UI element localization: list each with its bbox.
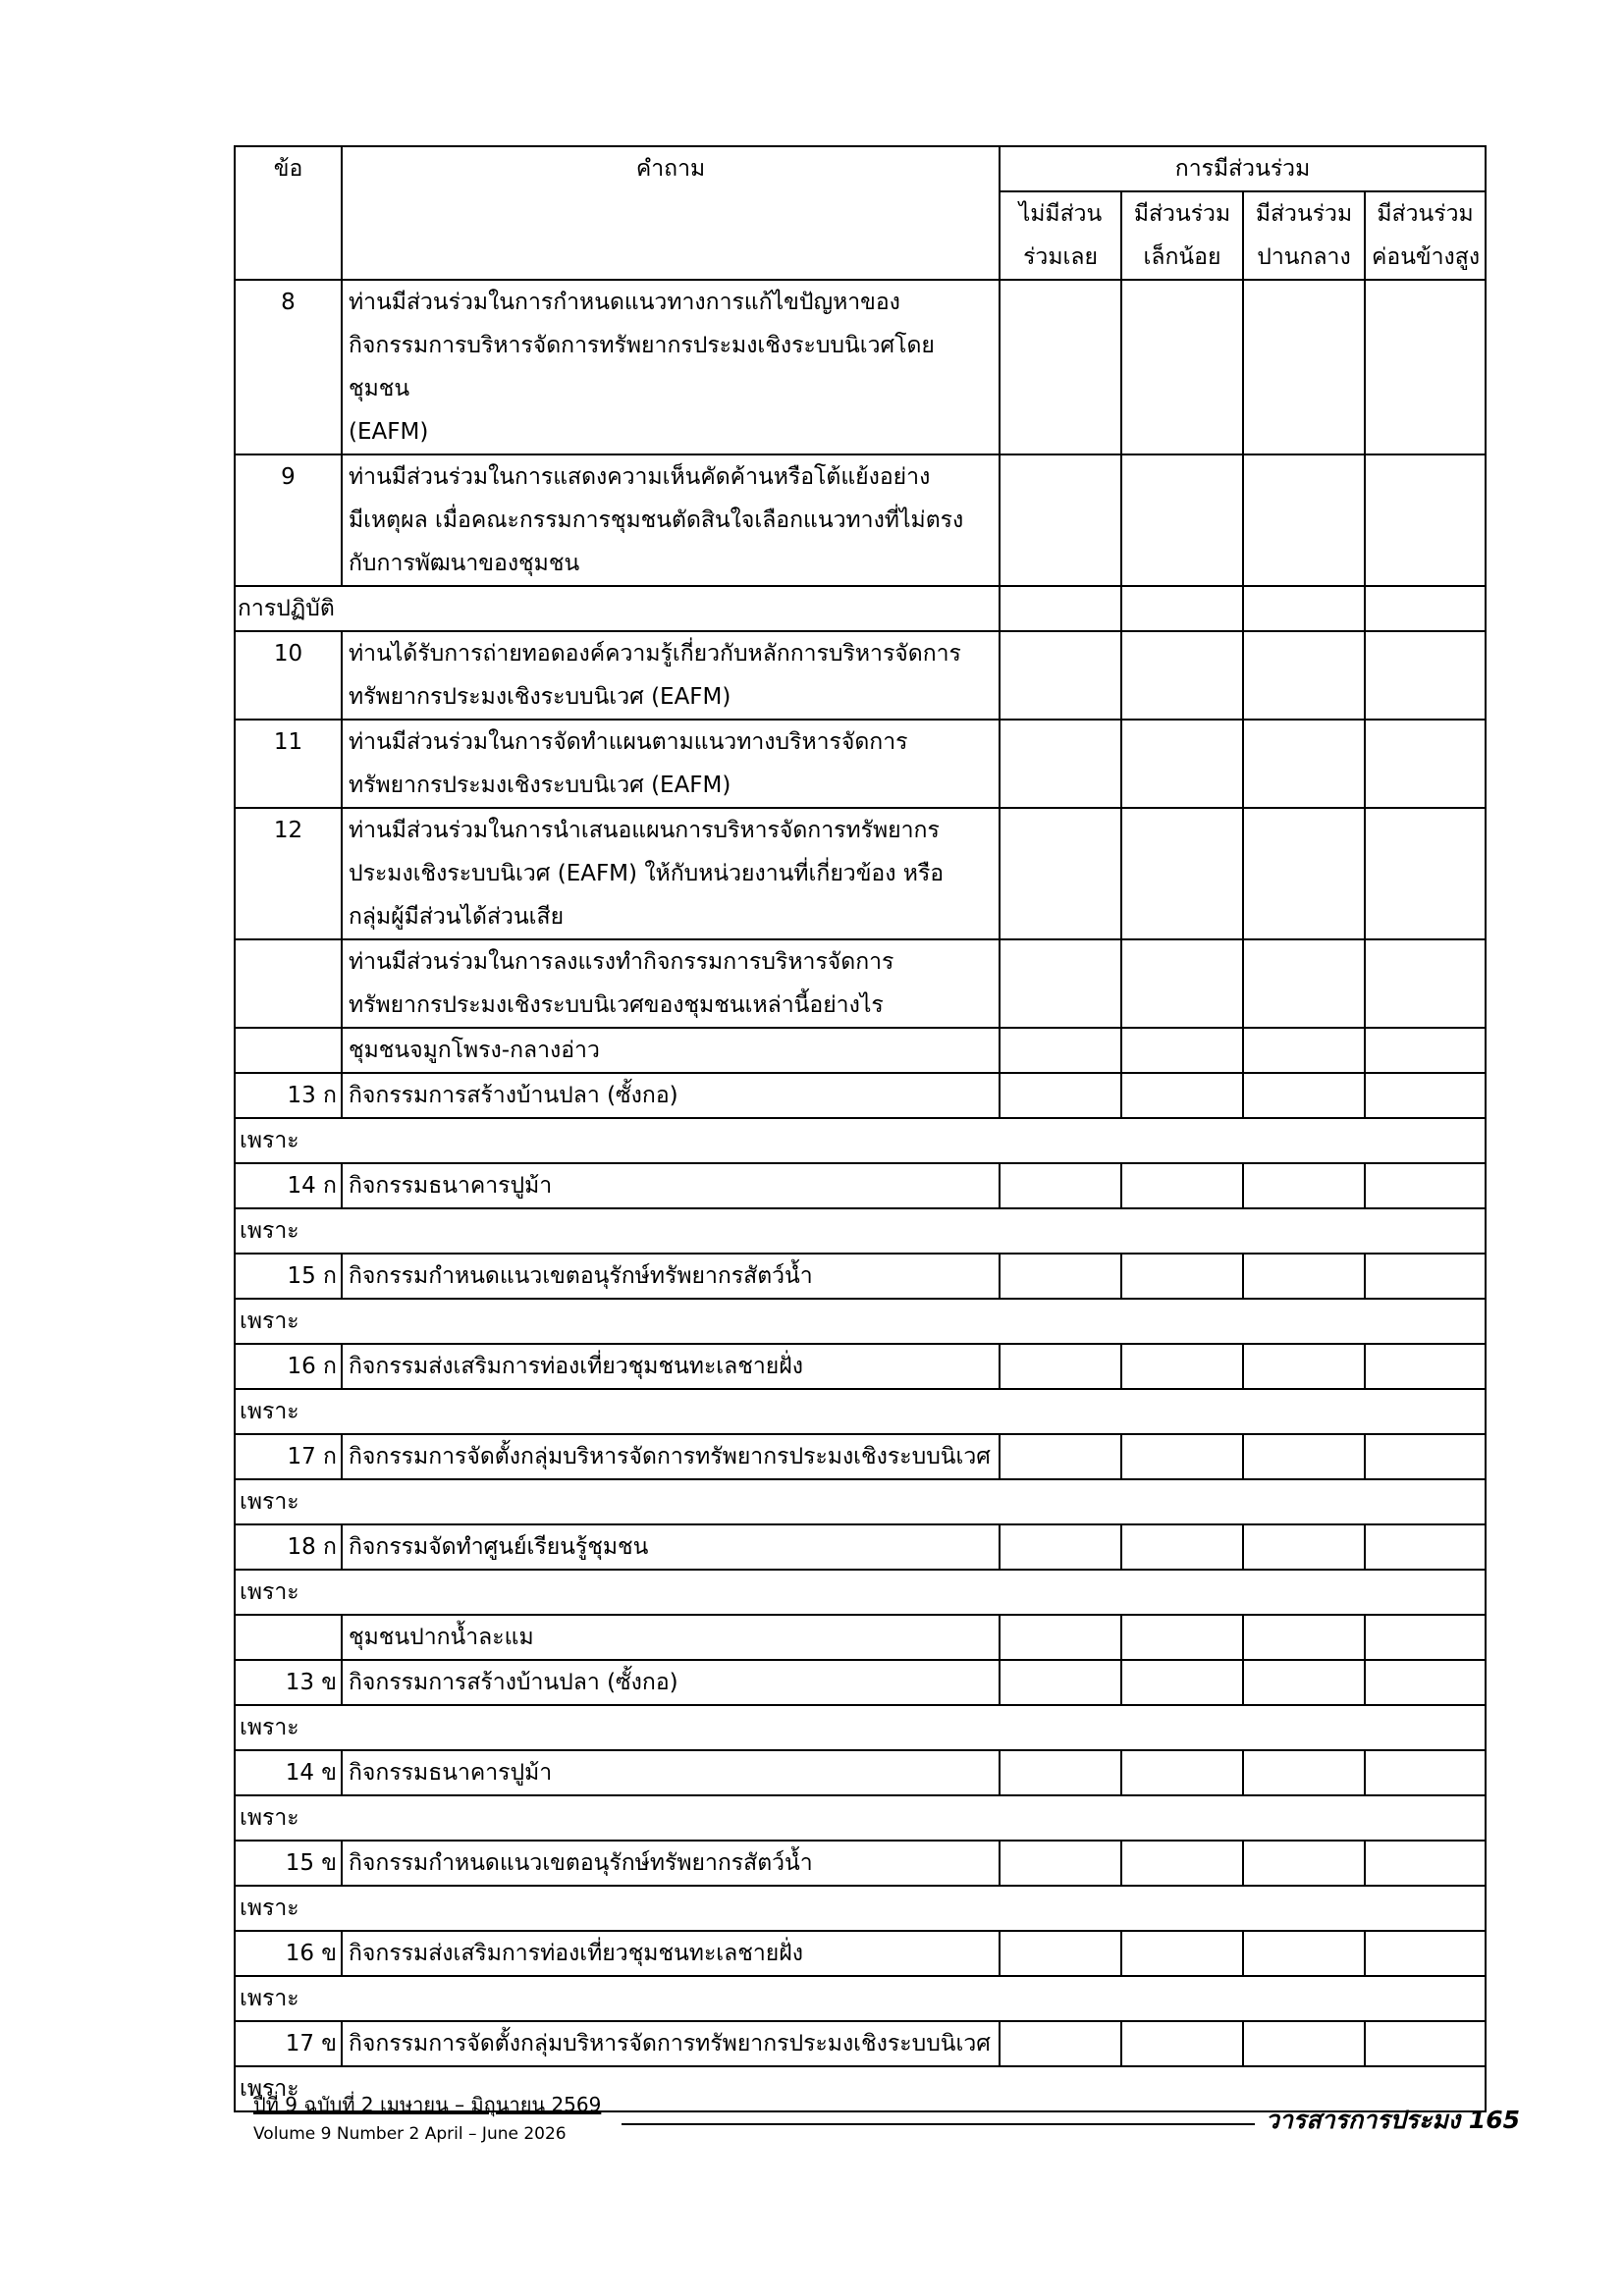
table-row (235, 1028, 1486, 1073)
question-line: ท่านมีส่วนร่วมในการลงแรงทำกิจกรรมการบริหารจัดการ (349, 949, 894, 975)
item-number: 13 ก (235, 1073, 342, 1118)
table-row (235, 1931, 1486, 1976)
table-row (235, 1524, 1486, 1570)
item-number: 13 ข (235, 1660, 342, 1705)
rating-cell[interactable] (1000, 2021, 1121, 2066)
because-answer-line[interactable]: เพราะ (235, 1208, 1486, 1254)
because-answer-line[interactable]: เพราะ (235, 1795, 1486, 1841)
rating-cell[interactable] (1365, 1841, 1486, 1886)
table-row (235, 631, 1486, 720)
rating-cell[interactable] (1365, 1028, 1486, 1073)
table-row (235, 1570, 1486, 1615)
rating-cell[interactable] (1365, 586, 1486, 631)
activity-text: กิจกรรมการสร้างบ้านปลา (ซั้งกอ) (342, 1660, 1000, 1705)
table-row (235, 454, 1486, 586)
table-row (235, 2021, 1486, 2066)
page-footer (253, 2089, 1520, 2158)
table-row (235, 1660, 1486, 1705)
rating-cell[interactable] (1000, 808, 1121, 939)
item-number: 16 ข (235, 1931, 342, 1976)
item-number: 18 ก (235, 1524, 342, 1570)
activity-text: กิจกรรมจัดทำศูนย์เรียนรู้ชุมชน (342, 1524, 1000, 1570)
rating-cell[interactable] (1243, 1028, 1365, 1073)
rating-cell[interactable] (1243, 1434, 1365, 1479)
rating-cell[interactable] (1365, 1434, 1486, 1479)
rating-cell[interactable] (1243, 586, 1365, 631)
rating-cell[interactable] (1243, 939, 1365, 1028)
question-line: ทรัพยากรประมงเชิงระบบนิเวศ (EAFM) (349, 773, 731, 798)
question-line: กับการพัฒนาของชุมชน (349, 551, 580, 576)
activity-text: กิจกรรมส่งเสริมการท่องเที่ยวชุมชนทะเลชายฝั่ง (342, 1931, 1000, 1976)
rating-cell[interactable] (1000, 1524, 1121, 1570)
question-text (342, 720, 1000, 808)
rating-cell[interactable] (1121, 1028, 1243, 1073)
rating-cell[interactable] (1365, 939, 1486, 1028)
rating-cell[interactable] (1121, 720, 1243, 808)
because-answer-line[interactable]: เพราะ (235, 1118, 1486, 1163)
community-heading: ชุมชนจมูกโพรง-กลางอ่าว (342, 1028, 1000, 1073)
table-row (235, 1299, 1486, 1344)
question-line: (EAFM) (349, 419, 429, 445)
rating-cell[interactable] (1121, 1615, 1243, 1660)
activity-text: กิจกรรมกำหนดแนวเขตอนุรักษ์ทรัพยากรสัตว์น้ำ (342, 1841, 1000, 1886)
rating-cell[interactable] (1121, 1931, 1243, 1976)
rating-cell[interactable] (1000, 1254, 1121, 1299)
table-row (235, 1841, 1486, 1886)
rating-cell[interactable] (1243, 1073, 1365, 1118)
rating-cell[interactable] (1365, 1931, 1486, 1976)
item-number: 16 ก (235, 1344, 342, 1389)
question-line: ท่านมีส่วนร่วมในการนำเสนอแผนการบริหารจัดการทรัพยากร (349, 818, 940, 843)
rating-cell[interactable] (1365, 631, 1486, 720)
rating-cell[interactable] (1365, 1254, 1486, 1299)
rating-cell[interactable] (1121, 1660, 1243, 1705)
rating-cell[interactable] (1000, 1615, 1121, 1660)
rating-cell[interactable] (1121, 1524, 1243, 1570)
rating-cell[interactable] (1243, 280, 1365, 454)
item-number: 17 ข (235, 2021, 342, 2066)
empty-number-cell (235, 1615, 342, 1660)
table-row (235, 1479, 1486, 1524)
rating-cell[interactable] (1243, 454, 1365, 586)
question-text (342, 454, 1000, 586)
question-line: ทรัพยากรประมงเชิงระบบนิเวศ (EAFM) (349, 684, 731, 710)
header-level-medium: มีส่วนร่วม ปานกลาง (1243, 191, 1365, 280)
rating-cell[interactable] (1243, 1163, 1365, 1208)
question-line: ทรัพยากรประมงเชิงระบบนิเวศของชุมชนเหล่านี้อย่างไร (349, 992, 884, 1018)
table-row (235, 1208, 1486, 1254)
rating-cell[interactable] (1121, 631, 1243, 720)
because-answer-line[interactable]: เพราะ (235, 2066, 1486, 2111)
activity-text: กิจกรรมการสร้างบ้านปลา (ซั้งกอ) (342, 1073, 1000, 1118)
header-level-none: ไม่มีส่วน ร่วมเลย (1000, 191, 1121, 280)
rating-cell[interactable] (1243, 720, 1365, 808)
rating-cell[interactable] (1365, 808, 1486, 939)
rating-cell[interactable] (1365, 2021, 1486, 2066)
rating-cell[interactable] (1000, 1750, 1121, 1795)
header-participation: การมีส่วนร่วม (1000, 146, 1486, 191)
rating-cell[interactable] (1000, 454, 1121, 586)
rating-cell[interactable] (1365, 1344, 1486, 1389)
rating-cell[interactable] (1243, 1750, 1365, 1795)
item-number: 14 ก (235, 1163, 342, 1208)
item-number: 17 ก (235, 1434, 342, 1479)
rating-cell[interactable] (1000, 1841, 1121, 1886)
rating-cell[interactable] (1000, 720, 1121, 808)
table-row (235, 1750, 1486, 1795)
rating-cell[interactable] (1243, 1344, 1365, 1389)
section-heading: การปฏิบัติ (235, 586, 1000, 631)
activity-text: กิจกรรมกำหนดแนวเขตอนุรักษ์ทรัพยากรสัตว์น้ำ (342, 1254, 1000, 1299)
question-line: มีเหตุผล เมื่อคณะกรรมการชุมชนตัดสินใจเลือกแนวทางที่ไม่ตรง (349, 507, 964, 533)
rating-cell[interactable] (1000, 280, 1121, 454)
question-line: กลุ่มผู้มีส่วนได้ส่วนเสีย (349, 904, 565, 930)
rating-cell[interactable] (1000, 939, 1121, 1028)
table-row (235, 586, 1486, 631)
question-number: 11 (235, 720, 342, 808)
rating-cell[interactable] (1365, 1524, 1486, 1570)
activity-text: กิจกรรมการจัดตั้งกลุ่มบริหารจัดการทรัพยากรประมงเชิงระบบนิเวศ (342, 1434, 1000, 1479)
rating-cell[interactable] (1365, 280, 1486, 454)
rating-cell[interactable] (1000, 1028, 1121, 1073)
because-answer-line[interactable]: เพราะ (235, 1389, 1486, 1434)
rating-cell[interactable] (1243, 631, 1365, 720)
rating-cell[interactable] (1243, 1524, 1365, 1570)
header-row-top (235, 146, 1486, 191)
rating-cell[interactable] (1243, 1841, 1365, 1886)
rating-cell[interactable] (1121, 1434, 1243, 1479)
table-body (235, 280, 1486, 2111)
because-answer-line[interactable]: เพราะ (235, 1570, 1486, 1615)
rating-cell[interactable] (1121, 1344, 1243, 1389)
question-number (235, 939, 342, 1028)
question-number: 9 (235, 454, 342, 586)
rating-cell[interactable] (1243, 2021, 1365, 2066)
rating-cell[interactable] (1365, 1615, 1486, 1660)
because-answer-line[interactable]: เพราะ (235, 1299, 1486, 1344)
rating-cell[interactable] (1000, 1163, 1121, 1208)
header-question: คำถาม (342, 146, 1000, 280)
rating-cell[interactable] (1365, 720, 1486, 808)
because-answer-line[interactable]: เพราะ (235, 1886, 1486, 1931)
footer-journal-page: วารสารการประมง 165 (1265, 2106, 1520, 2134)
item-number: 15 ข (235, 1841, 342, 1886)
question-line: ประมงเชิงระบบนิเวศ (EAFM) ให้กับหน่วยงานที่เกี่ยวข้อง หรือ (349, 861, 945, 886)
item-number: 15 ก (235, 1254, 342, 1299)
rating-cell[interactable] (1121, 1254, 1243, 1299)
activity-text: กิจกรรมธนาคารปูม้า (342, 1163, 1000, 1208)
item-number: 14 ข (235, 1750, 342, 1795)
question-number: 10 (235, 631, 342, 720)
question-line: ท่านมีส่วนร่วมในการแสดงความเห็นคัดค้านหรือโต้แย้งอย่าง (349, 464, 931, 490)
question-number: 12 (235, 808, 342, 939)
question-line: ท่านมีส่วนร่วมในการกำหนดแนวทางการแก้ไขปัญหาของ (349, 290, 900, 315)
rating-cell[interactable] (1121, 1163, 1243, 1208)
question-line: ท่านได้รับการถ่ายทอดองค์ความรู้เกี่ยวกับหลักการบริหารจัดการ (349, 641, 961, 667)
question-line: กิจกรรมการบริหารจัดการทรัพยากรประมงเชิงระบบนิเวศโดยชุมชน (349, 333, 935, 401)
question-text (342, 808, 1000, 939)
table-row (235, 1615, 1486, 1660)
table-row (235, 1886, 1486, 1931)
table-row (235, 939, 1486, 1028)
question-text (342, 631, 1000, 720)
rating-cell[interactable] (1000, 586, 1121, 631)
table-row (235, 1254, 1486, 1299)
rating-cell[interactable] (1365, 1660, 1486, 1705)
table-row (235, 808, 1486, 939)
rating-cell[interactable] (1121, 1073, 1243, 1118)
rating-cell[interactable] (1365, 454, 1486, 586)
activity-text: กิจกรรมการจัดตั้งกลุ่มบริหารจัดการทรัพยากรประมงเชิงระบบนิเวศ (342, 2021, 1000, 2066)
community-heading: ชุมชนปากน้ำละแม (342, 1615, 1000, 1660)
rating-cell[interactable] (1365, 1163, 1486, 1208)
rating-cell[interactable] (1000, 1073, 1121, 1118)
activity-text: กิจกรรมธนาคารปูม้า (342, 1750, 1000, 1795)
rating-cell[interactable] (1243, 808, 1365, 939)
table-row (235, 1705, 1486, 1750)
footer-rule (622, 2123, 1255, 2125)
question-number: 8 (235, 280, 342, 454)
empty-number-cell (235, 1028, 342, 1073)
rating-cell[interactable] (1243, 1660, 1365, 1705)
table-row (235, 1976, 1486, 2021)
rating-cell[interactable] (1000, 631, 1121, 720)
header-no: ข้อ (235, 146, 342, 280)
rating-cell[interactable] (1121, 586, 1243, 631)
because-answer-line[interactable]: เพราะ (235, 1705, 1486, 1750)
question-text (342, 280, 1000, 454)
question-text (342, 939, 1000, 1028)
footer-issue-thai: ปีที่ 9 ฉบับที่ 2 เมษายน – มิถุนายน 2569 (253, 2093, 602, 2116)
table-row (235, 1073, 1486, 1118)
rating-cell[interactable] (1121, 280, 1243, 454)
rating-cell[interactable] (1365, 1750, 1486, 1795)
rating-cell[interactable] (1121, 939, 1243, 1028)
because-answer-line[interactable]: เพราะ (235, 1479, 1486, 1524)
rating-cell[interactable] (1121, 1750, 1243, 1795)
table-row (235, 280, 1486, 454)
footer-issue-english: Volume 9 Number 2 April – June 2026 (253, 2124, 567, 2144)
rating-cell[interactable] (1000, 1931, 1121, 1976)
header-level-low: มีส่วนร่วม เล็กน้อย (1121, 191, 1243, 280)
rating-cell[interactable] (1121, 808, 1243, 939)
table-row (235, 1434, 1486, 1479)
rating-cell[interactable] (1243, 1615, 1365, 1660)
participation-questionnaire-table (234, 145, 1487, 2112)
rating-cell[interactable] (1000, 1660, 1121, 1705)
rating-cell[interactable] (1000, 1344, 1121, 1389)
rating-cell[interactable] (1000, 1434, 1121, 1479)
rating-cell[interactable] (1365, 1073, 1486, 1118)
rating-cell[interactable] (1121, 454, 1243, 586)
rating-cell[interactable] (1243, 1931, 1365, 1976)
rating-cell[interactable] (1121, 1841, 1243, 1886)
rating-cell[interactable] (1121, 2021, 1243, 2066)
table-row (235, 1344, 1486, 1389)
rating-cell[interactable] (1243, 1254, 1365, 1299)
table-row (235, 720, 1486, 808)
question-line: ท่านมีส่วนร่วมในการจัดทำแผนตามแนวทางบริหารจัดการ (349, 729, 908, 755)
table-row (235, 1389, 1486, 1434)
because-answer-line[interactable]: เพราะ (235, 1976, 1486, 2021)
activity-text: กิจกรรมส่งเสริมการท่องเที่ยวชุมชนทะเลชายฝั่ง (342, 1344, 1000, 1389)
header-level-high: มีส่วนร่วม ค่อนข้างสูง (1365, 191, 1486, 280)
table-row (235, 1118, 1486, 1163)
table-row (235, 1163, 1486, 1208)
table-row (235, 1795, 1486, 1841)
